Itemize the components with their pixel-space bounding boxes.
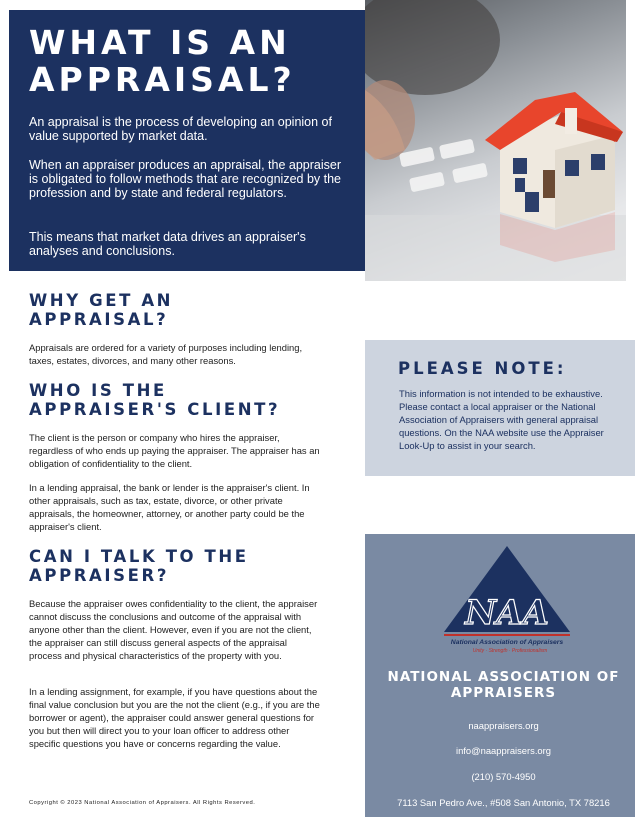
hero-paragraph-3: This means that market data drives an appraiser's analyses and conclusions. xyxy=(29,230,306,258)
talk-paragraph-2: In a lending assignment, for example, if you have questions about the final value conclusion but you are the not the client (e.g., if you are the borrower or agent), the appraiser could answer general questions for you but then will direct you to your loan officer to address other specific questions you have or concerns regarding the value. xyxy=(29,686,320,749)
logo-subtitle: National Association of Appraisers xyxy=(450,639,564,646)
why-paragraph: Appraisals are ordered for a variety of purposes including lending, taxes, estates, divorces, and many other reasons. xyxy=(29,342,303,366)
section-heading-talk xyxy=(29,547,349,585)
phone-number: (210) 570-4950 xyxy=(471,771,536,782)
organization-name xyxy=(372,669,635,701)
page-title xyxy=(29,24,359,98)
page-title-line-2: APPRAISAL? xyxy=(29,60,296,99)
section-heading-client-line-2: APPRAISER'S CLIENT? xyxy=(29,400,281,419)
section-heading-why xyxy=(29,291,349,329)
organization-name-line-2: APPRAISERS xyxy=(450,685,557,701)
naa-logo xyxy=(440,544,575,656)
email-link[interactable]: info@naappraisers.org xyxy=(456,745,551,756)
section-heading-why-line-2: APPRAISAL? xyxy=(29,310,169,329)
hero-paragraph-2: When an appraiser produces an appraisal, the appraiser is obligated to follow methods that are recognized by the profession and by state and federal regulators. xyxy=(29,158,341,200)
section-heading-talk-line-1: CAN I TALK TO THE xyxy=(29,547,249,566)
hero-paragraph-1: An appraisal is the process of developing an opinion of value supported by market data. xyxy=(29,115,332,143)
section-heading-client xyxy=(29,381,349,419)
copyright: Copyright © 2023 National Association of Appraisers. All Rights Reserved. xyxy=(29,800,256,806)
logo-divider xyxy=(444,634,570,636)
page-title-line-1: WHAT IS AN xyxy=(29,23,291,62)
section-heading-talk-line-2: APPRAISER? xyxy=(29,566,170,585)
house-photo-illustration xyxy=(365,0,626,281)
note-text: This information is not intended to be exhaustive. Please contact a local appraiser or the National Association of Appraisers with general appraisal questions. On the NAA website use the Appraiser Look-Up to assist in your search. xyxy=(399,388,604,451)
note-heading: PLEASE NOTE: xyxy=(398,359,567,378)
section-heading-client-line-1: WHO IS THE xyxy=(29,381,167,400)
logo-text: NAA xyxy=(465,593,549,633)
website-link[interactable]: naappraisers.org xyxy=(468,720,539,731)
talk-paragraph-1: Because the appraiser owes confidentiality to the client, the appraiser cannot discuss the conclusions and outcome of the appraisal with anyone other than the client. However, even if you are not the client, the appraiser can still discuss general aspects of the appraisal process and physical characteristics of the property with you. xyxy=(29,598,318,661)
logo-tagline: Unity · Strength · Professionalism xyxy=(472,648,548,654)
section-heading-why-line-1: WHY GET AN xyxy=(29,291,174,310)
address: 7113 San Pedro Ave., #508 San Antonio, TX 78216 xyxy=(397,797,610,808)
client-paragraph-1: The client is the person or company who hires the appraiser, regardless of who ends up paying the appraiser. The appraiser has an obligation of confidentiality to the client. xyxy=(29,432,320,469)
client-paragraph-2: In a lending appraisal, the bank or lender is the appraiser's client. In other appraisals, such as tax, estate, divorce, or other private appraisals, the homeowner, attorney, or another party could be the appraiser's client. xyxy=(29,482,310,532)
organization-name-line-1: NATIONAL ASSOCIATION OF xyxy=(387,669,620,685)
hero-photo xyxy=(365,0,626,281)
